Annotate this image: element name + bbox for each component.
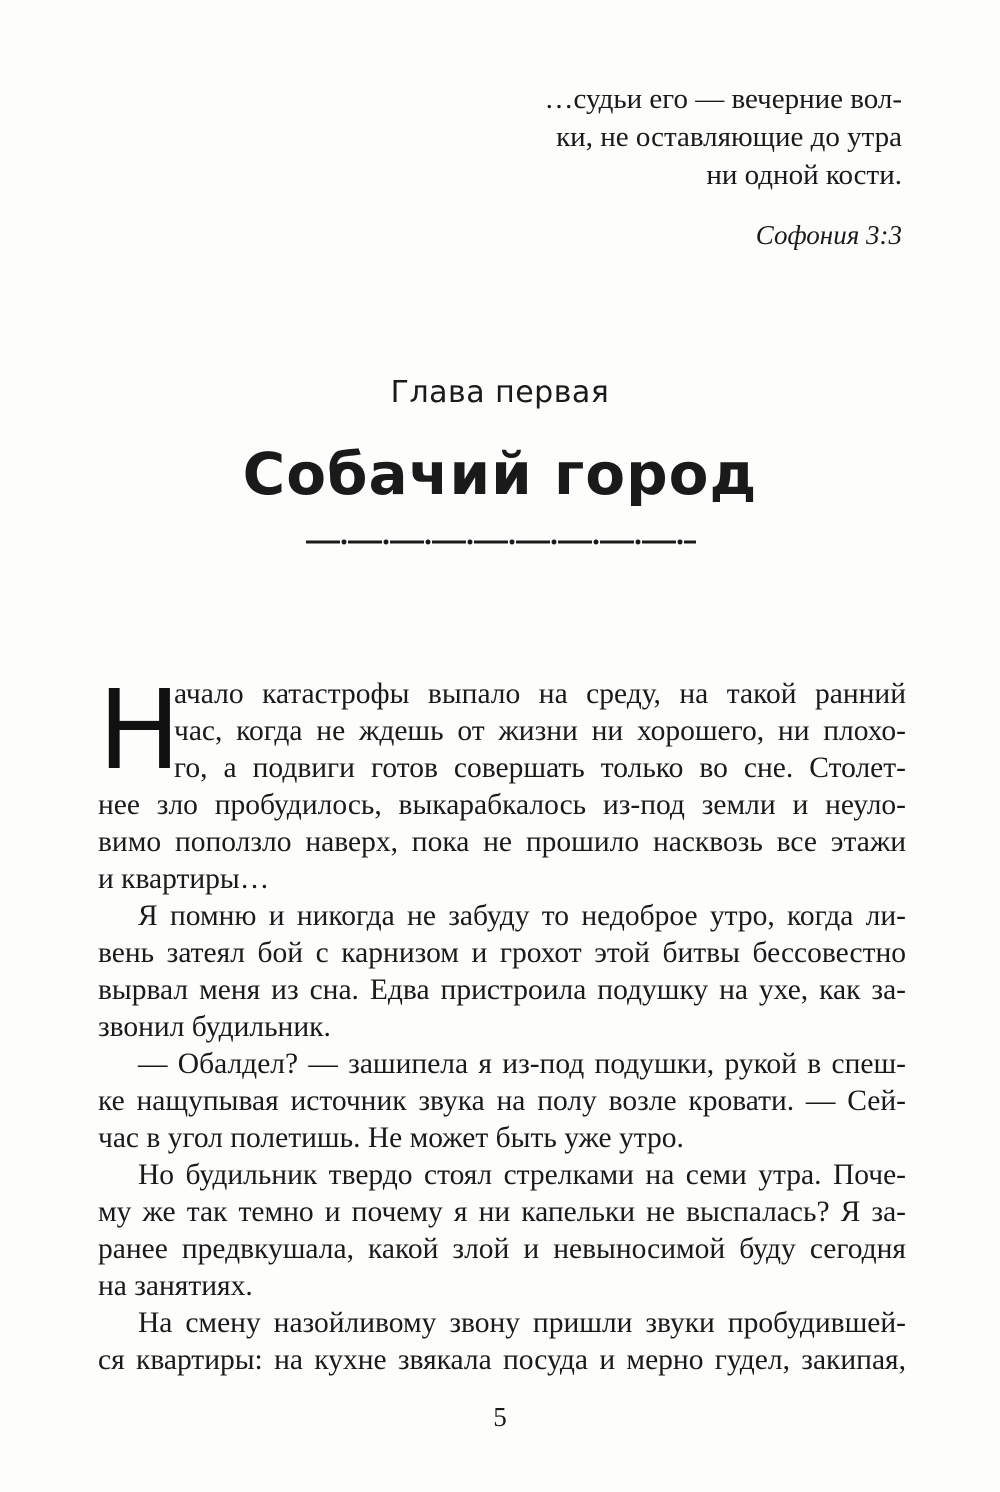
text-line: Но будильник твердо стоял стрелками на семи утра. Поче- xyxy=(138,1159,906,1191)
text-line: нее зло пробудилось, выкарабкалось из-под земли и неуло- xyxy=(98,789,906,821)
epigraph xyxy=(520,80,902,194)
text-line: Я помню и никогда не забуду то недоброе утро, когда ли- xyxy=(138,900,906,932)
paragraph xyxy=(98,1046,906,1157)
epigraph-line: ни одной кости. xyxy=(706,159,902,191)
epigraph-line: …судьи его — вечерние вол- xyxy=(544,83,902,115)
text-line: вимо поползло наверх, пока не прошило насквозь все этажи xyxy=(98,826,906,858)
chapter-label: Глава первая xyxy=(390,375,610,410)
drop-cap: Н xyxy=(98,666,181,794)
chapter-title: Собачий город xyxy=(242,440,758,508)
paragraph xyxy=(98,898,906,1046)
body-text xyxy=(98,666,906,1379)
text-line: го, а подвиги готов совершать только во сне. Столет- xyxy=(174,752,906,784)
text-line: час, когда не ждешь от жизни ни хорошего, ни плохо- xyxy=(174,715,906,747)
text-line: ся квартиры: на кухне звякала посуда и мерно гудел, закипая, xyxy=(98,1344,906,1376)
text-line: на занятиях. xyxy=(98,1270,253,1302)
chapter-ornament-divider xyxy=(306,536,696,548)
text-line: ачало катастрофы выпало на среду, на такой ранний xyxy=(174,678,906,710)
text-line: звонил будильник. xyxy=(98,1011,331,1043)
page-number: 5 xyxy=(493,1402,507,1432)
text-line: ке нащупывая источник звука на полу возле кровати. — Сей- xyxy=(98,1085,906,1117)
text-line: вень затеял бой с карнизом и грохот этой битвы бессовестно xyxy=(98,937,906,969)
text-line: час в угол полетишь. Не может быть уже утро. xyxy=(98,1122,684,1154)
paragraph xyxy=(98,1305,906,1379)
text-line: му же так темно и почему я ни капельки не выспалась? Я за- xyxy=(98,1196,906,1228)
text-line: ранее предвкушала, какой злой и невыносимой буду сегодня xyxy=(98,1233,906,1265)
paragraph xyxy=(98,666,906,898)
text-line: — Обалдел? — зашипела я из-под подушки, рукой в спеш- xyxy=(138,1048,906,1080)
text-line: вырвал меня из сна. Едва пристроила подушку на ухе, как за- xyxy=(98,974,906,1006)
text-line: На смену назойливому звону пришли звуки пробудившей- xyxy=(138,1307,906,1339)
paragraph xyxy=(98,1157,906,1305)
epigraph-source: Софония 3:3 xyxy=(755,220,902,250)
text-line: и квартиры… xyxy=(98,863,270,895)
epigraph-line: ки, не оставляющие до утра xyxy=(556,121,902,153)
